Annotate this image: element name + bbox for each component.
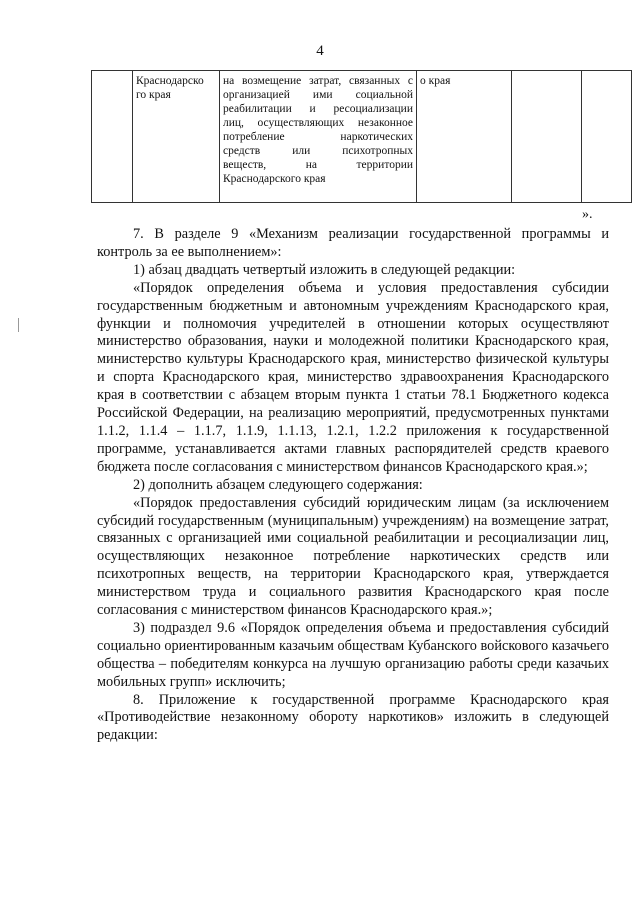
paragraph: 7. В разделе 9 «Механизм реализации государственной программы и контроль за ее выполнением»: (97, 226, 609, 260)
paragraph: 2) дополнить абзацем следующего содержания: (133, 476, 423, 493)
table-cell-empty (92, 71, 133, 203)
paragraph: 3) подраздел 9.6 «Порядок определения объема и предоставления субсидий социально ориентированным казачьим обществам Кубанского войскового казачьего общества – победителям конкурса на лучшую организацию работы среди казачьих мобильных групп» исключить; (97, 619, 609, 690)
purpose-line: Краснодарского края (223, 173, 326, 185)
table-cell-authority: о края (417, 71, 512, 203)
table-row (92, 71, 632, 203)
closing-quote-mark: ». (582, 207, 593, 222)
paragraph: 1) абзац двадцать четвертый изложить в следующей редакции: (133, 261, 516, 278)
purpose-line: веществ, на территории (223, 159, 413, 171)
purpose-line: лиц, осуществляющих незаконное (223, 117, 413, 129)
paragraph: 8. Приложение к государственной программе Краснодарского края «Противодействие незаконному обороту наркотиков» изложить в следующей редакции: (97, 691, 609, 744)
table-cell-empty (582, 71, 632, 203)
purpose-line: на возмещение затрат, связанных с (223, 75, 413, 87)
table-cell-purpose (220, 71, 417, 203)
purpose-line: средств или психотропных (223, 145, 413, 157)
continuation-table (91, 70, 632, 203)
document-body (97, 226, 609, 745)
paragraph: «Порядок определения объема и условия предоставления субсидии государственным бюджетным и автономным учреждениям Краснодарского края, функции и полномочия учредителей в отношении которых осуществляют министерство образования, науки и молодежной политики Краснодарского края, министерство культуры Краснодарского края, министерство физической культуры и спорта Краснодарского края, министерство здравоохранения Краснодарского края в соответствии с абзацем вторым пункта 1 статьи 78.1 Бюджетного кодекса Российской Федерации, на реализацию мероприятий, предусмотренных пунктами 1.1.2, 1.1.4 – 1.1.7, 1.1.9, 1.1.13, 1.2.1, 1.2.2 приложения к государственной программе, устанавливается актами главных распорядителей средств краевого бюджета после согласования с министерством финансов Краснодарского края.»; (97, 279, 609, 475)
page-number: 4 (316, 43, 324, 59)
purpose-line: потребление наркотических (223, 131, 413, 143)
table-cell-region (133, 71, 220, 203)
purpose-line: организацией ими социальной (223, 89, 413, 101)
paragraph: «Порядок предоставления субсидий юридическим лицам (за исключением субсидий государственным (муниципальным) учреждениям) на возмещение затрат, связанных с организацией ими социальной реабилитации и ресоциализации лиц, осуществляющих незаконное потребление наркотических средств или психотропных веществ, на территории Краснодарского края, утверждается министерством труда и социального развития Краснодарского края после согласования с министерством финансов Краснодарского края.»; (97, 494, 609, 619)
margin-mark (18, 318, 19, 332)
region-line: Краснодарско (136, 75, 204, 87)
region-line: го края (136, 89, 171, 101)
purpose-line: реабилитации и ресоциализации (223, 103, 413, 115)
table-cell-empty (512, 71, 582, 203)
